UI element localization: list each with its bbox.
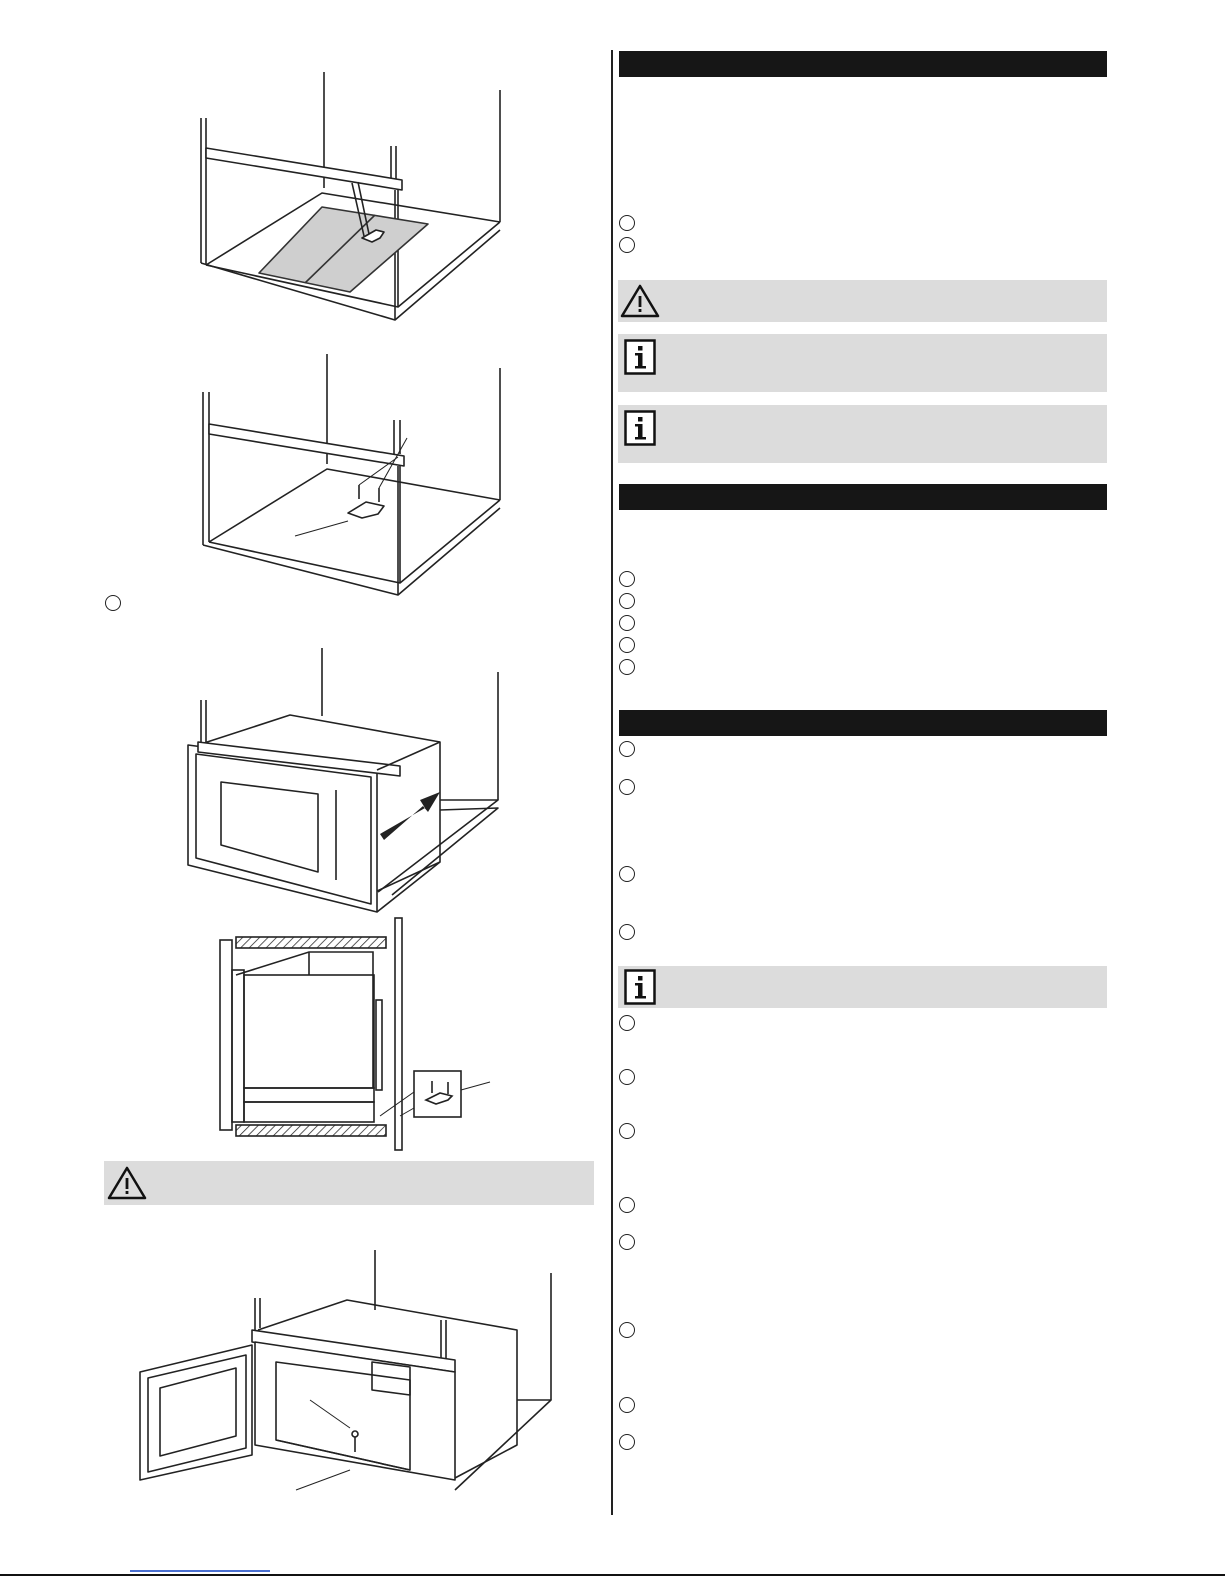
info-icon [624,339,656,375]
warning-triangle-icon [620,283,660,319]
section-header-bar [619,484,1107,510]
step-marker [619,215,635,231]
step-marker [105,595,121,611]
step-marker [619,1434,635,1450]
step-marker [619,1234,635,1250]
step-marker [619,571,635,587]
step-marker [619,866,635,882]
step-marker [619,659,635,675]
step-marker [619,1015,635,1031]
footer-rule [0,1574,1225,1576]
footer-link-underline[interactable] [130,1570,270,1572]
info-note [618,966,1107,1008]
step-marker [619,237,635,253]
section-header-bar [619,710,1107,736]
step-marker [619,1322,635,1338]
info-icon [624,410,656,446]
section-header-bar [619,51,1107,77]
info-note [618,334,1107,392]
step-marker [619,637,635,653]
step-marker [619,1397,635,1413]
info-icon [624,969,656,1005]
step-marker [619,741,635,757]
column-divider [611,50,613,1515]
step-marker [619,593,635,609]
step-marker [619,1197,635,1213]
step-marker [619,615,635,631]
step-marker [619,1069,635,1085]
step-marker [619,1123,635,1139]
step-marker [619,779,635,795]
info-note [618,405,1107,463]
warning-note [104,1161,594,1205]
warning-triangle-icon [107,1165,147,1201]
warning-note [618,280,1107,322]
step-marker [619,924,635,940]
